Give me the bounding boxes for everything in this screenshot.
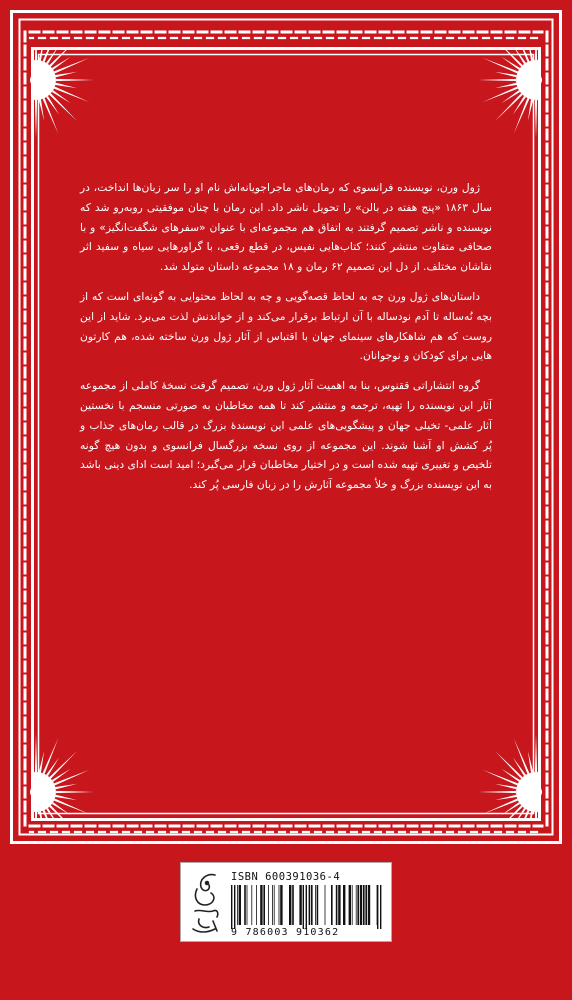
- barcode-number: 9 786003 910362: [231, 927, 340, 938]
- barcode-icon: [229, 885, 383, 929]
- blurb-paragraph-1: ژول ورن، نویسنده فرانسوی که رمان‌های ماجراجویانه‌اش نام او را سر زبان‌ها انداخت، در سال ۱۸۶۳ «پنج هفته در بالن» را تحویل ناشر داد. این رمان با چنان موفقیتی روبه‌رو شد که نویسنده و ناشر تصمیم گرفتند به اتفاق هم مجموعه‌ای با عنوان «سفرهای شگفت‌انگیز» و با صحافی متفاوت منتشر کنند؛ کتاب‌هایی نفیس، در قطع رقعی، با گراورهایی سیاه و سفید اثر نقاشان مختلف. از دل این تصمیم ۶۲ رمان و ۱۸ مجموعه داستان متولد شد.: [80, 181, 493, 274]
- blurb-paragraph-3: گروه انتشاراتی ققنوس، بنا به اهمیت آثار ژول ورن، تصمیم گرفت نسخهٔ کاملی از مجموعه آثار این نویسنده را تهیه، ترجمه و منتشر کند تا همه مخاطبان به صورتی منسجم با نخستین آثار علمی- تخیلی جهان و پیشگویی‌های علمی این نویسندهٔ بزرگ در قالب رمان‌های جذاب و پُر کشش او آشنا شوند. این مجموعه از روی نسخه بزرگسال فرانسوی و بدون هیچ گونه تلخیص و تغییری تهیه شده است و در اختیار مخاطبان قرار می‌گیرد؛ امید است ادای دینی باشد به این نویسنده بزرگ و خلأ مجموعه آثارش را در زبان فارسی پُر کند.: [80, 379, 492, 492]
- blurb-paragraph-2: داستان‌های ژول ورن چه به لحاظ قصه‌گویی و چه به لحاظ محتوایی به گونه‌ای است که از بچه نُه‌ساله تا آدم نودساله با آن ارتباط برقرار می‌کند و از خواندنش لذت می‌برد. شاید از این روست که هم شاهکارهای سینمای جهان با اقتباس از آثار ژول ورن ساخته شده، هم کارتون هایی برای کودکان و نوجوانان.: [80, 289, 492, 363]
- publisher-logo-icon: [187, 869, 225, 937]
- back-cover-blurb: [80, 178, 492, 505]
- sunburst-corner-icon: [0, 22, 94, 138]
- sunburst-corner-icon: [478, 22, 572, 138]
- isbn-barcode-panel: [180, 862, 392, 942]
- isbn-label: ISBN 600391036-4: [231, 871, 341, 883]
